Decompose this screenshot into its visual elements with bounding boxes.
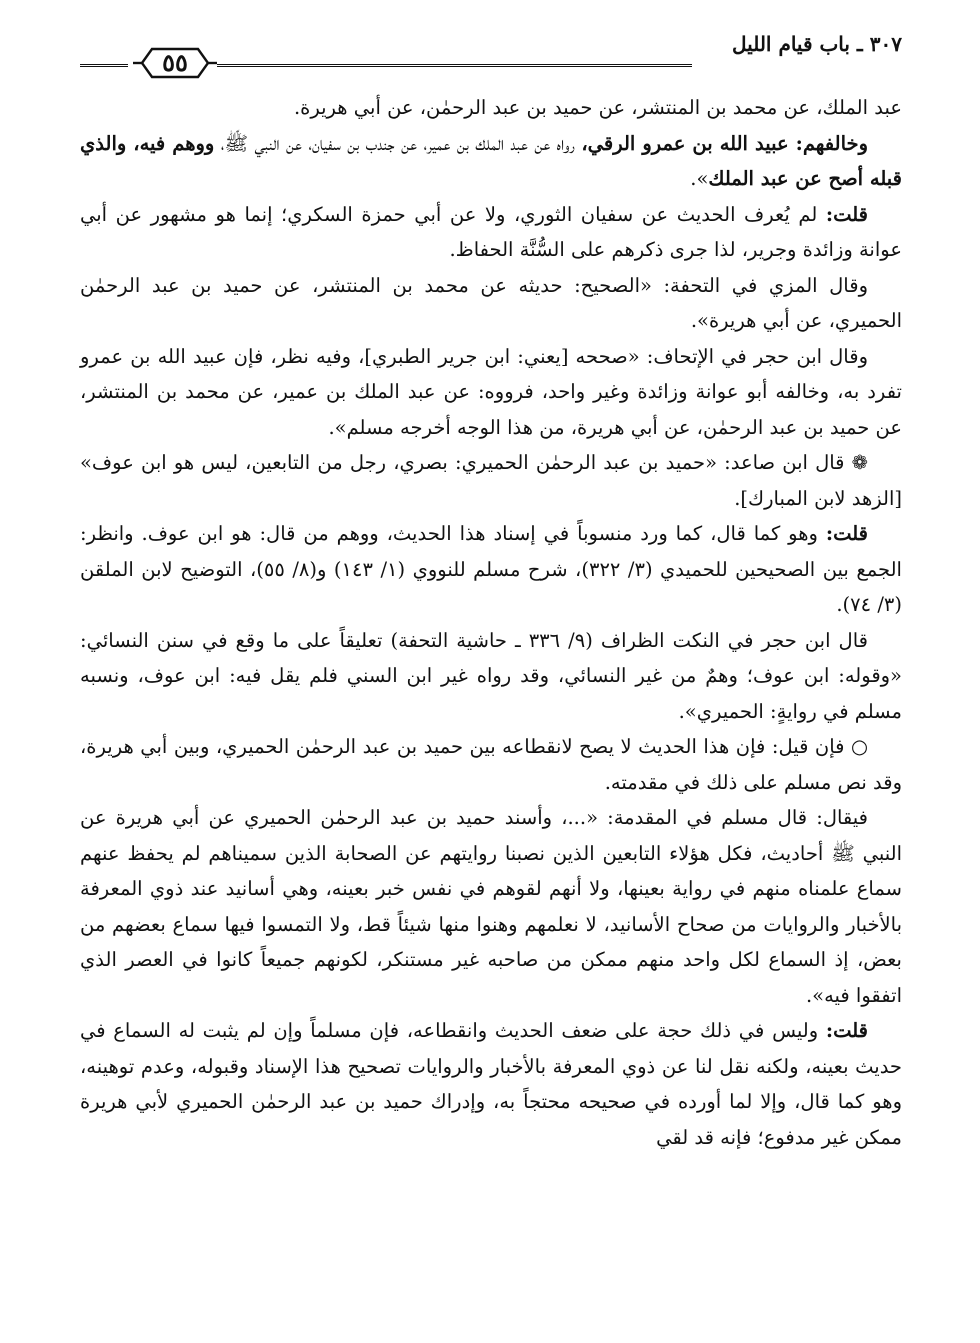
paragraph [80, 623, 902, 730]
paragraph [80, 268, 902, 339]
header-rule-left [80, 64, 128, 67]
bold-text: قلت: [825, 522, 868, 545]
running-title: ٣٠٧ ـ باب قيام الليل [732, 32, 902, 56]
document-page [80, 24, 902, 1324]
text-run: ». [690, 167, 709, 190]
page-number: ٥٥ [162, 48, 188, 77]
text-run: عبد الملك، عن محمد بن المنتشر، عن حميد بن عبد الرحمٰن، عن أبي هريرة. [293, 96, 902, 119]
paragraph [80, 126, 902, 197]
text-run: وليس في ذلك حجة على ضعف الحديث وانقطاعه، فإن مسلماً وإن لم يثبت له السماع في حديث بعينه، ولكنه نقل لنا عن ذوي المعرفة بالأخبار والروايات تصحيح هذا الإسناد وقبوله، وعدم توهينه، وهو كما قال، وإلا لما أورده في صحيحه محتجاً به، وإدراك حميد بن عبد الرحمٰن الحميري لأبي هريرة ممكن غير مدفوع؛ فإنه قد لقي [80, 1019, 902, 1149]
paragraph [80, 445, 902, 516]
page-header [80, 24, 902, 82]
paragraph [80, 90, 902, 126]
text-run: وقال ابن حجر في الإتحاف: «صححه [يعني: ابن جرير الطبري]، وفيه نظر، فإن عبيد الله بن عمرو تفرد به، وخالفه أبو عوانة وزائدة وغير واحد، فرووه: عن عبد الملك بن عمير، عن محمد بن المنتشر، عن حميد بن عبد الرحمٰن، عن أبي هريرة، من هذا الوجه أخرجه مسلم». [80, 344, 902, 439]
text-run: قال ابن حجر في النكت الظراف (٩/ ٣٣٦ ـ حاشية التحفة) تعليقاً على ما وقع في سنن النسائي: «وقوله: ابن عوف؛ وهمٌ من غير النسائي، وقد رواه غير ابن السني فلم يقل فيه: ابن عوف، ونسبه مسلم في روايةٍ: الحميري». [80, 628, 902, 723]
text-run: وقال المزي في التحفة: «الصحيح: حديثه عن محمد بن المنتشر، عن حميد بن عبد الرحمٰن الحميري، عن أبي هريرة». [80, 273, 902, 332]
paragraph [80, 800, 902, 1013]
page-body [80, 90, 902, 1155]
bold-text: ووهم فيه، والذي قبله أصح عن عبد الملك [80, 131, 902, 190]
text-run: فيقال: قال مسلم في المقدمة: «...، وأسند حميد بن عبد الرحمٰن الحميري عن أبي هريرة عن النبي ﷺ أحاديث، فكل هؤلاء التابعين الذين نصبنا روايتهم عن الصحابة الذين سميناهم لم يحفظ عنهم سماع علمناه منهم في رواية بعينها، ولا أنهم لقوهم في نفس خبر بعينه، وهي أسانيد عند ذوي المعرفة بالأخبار والروايات من صحاح الأسانيد، لا نعلمهم وهنوا منها شيئاً قط، ولا التمسوا فيها سماع بعضهم من بعض، إذ السماع لكل واحد منهم ممكن من صاحبه غير مستنكر، لكونهم جميعاً كانوا في العصر الذي اتفقوا فيه». [80, 806, 902, 1007]
page-number-badge [132, 44, 218, 82]
bold-text: وخالفهم: عبيد الله بن عمرو الرقي، [581, 131, 868, 155]
paragraph [80, 1013, 902, 1155]
text-run: لم يُعرف الحديث عن سفيان الثوري، ولا عن أبي حمزة السكري؛ إنما هو مشهور عن أبي عوانة وزائدة وجرير، لذا جرى ذكرهم على السُّنَّة الحفاظ. [80, 202, 902, 261]
text-run: ○ فإن قيل: فإن هذا الحديث لا يصح لانقطاعه بين حميد بن عبد الرحمٰن الحميري، وبين أبي هريرة، وقد نص مسلم على ذلك في مقدمته. [80, 735, 902, 794]
text-run: رواه عن عبد الملك بن عمير، عن جندب بن سفيان، عن النبي ﷺ، [214, 131, 582, 155]
bold-text: قلت: [825, 1019, 868, 1042]
paragraph [80, 516, 902, 623]
paragraph [80, 729, 902, 800]
paragraph [80, 197, 902, 268]
bold-text: قلت: [825, 202, 868, 226]
text-run: ❁ قال ابن صاعد: «حميد بن عبد الرحمٰن الحميري: بصري، رجل من التابعين، ليس هو ابن عوف» [الزهد لابن المبارك]. [80, 451, 902, 510]
text-run: وهو كما قال، كما ورد منسوباً في إسناد هذا الحديث، ووهم من قال: هو ابن عوف. وانظر: الجمع بين الصحيحين للحميدي (٣/ ٣٢٢)، شرح مسلم للنووي (١/ ١٤٣) و(٨/ ٥٥)، التوضيح لابن الملقن (٣/ ٧٤). [80, 522, 902, 616]
paragraph [80, 339, 902, 446]
header-rule-right [217, 64, 692, 67]
